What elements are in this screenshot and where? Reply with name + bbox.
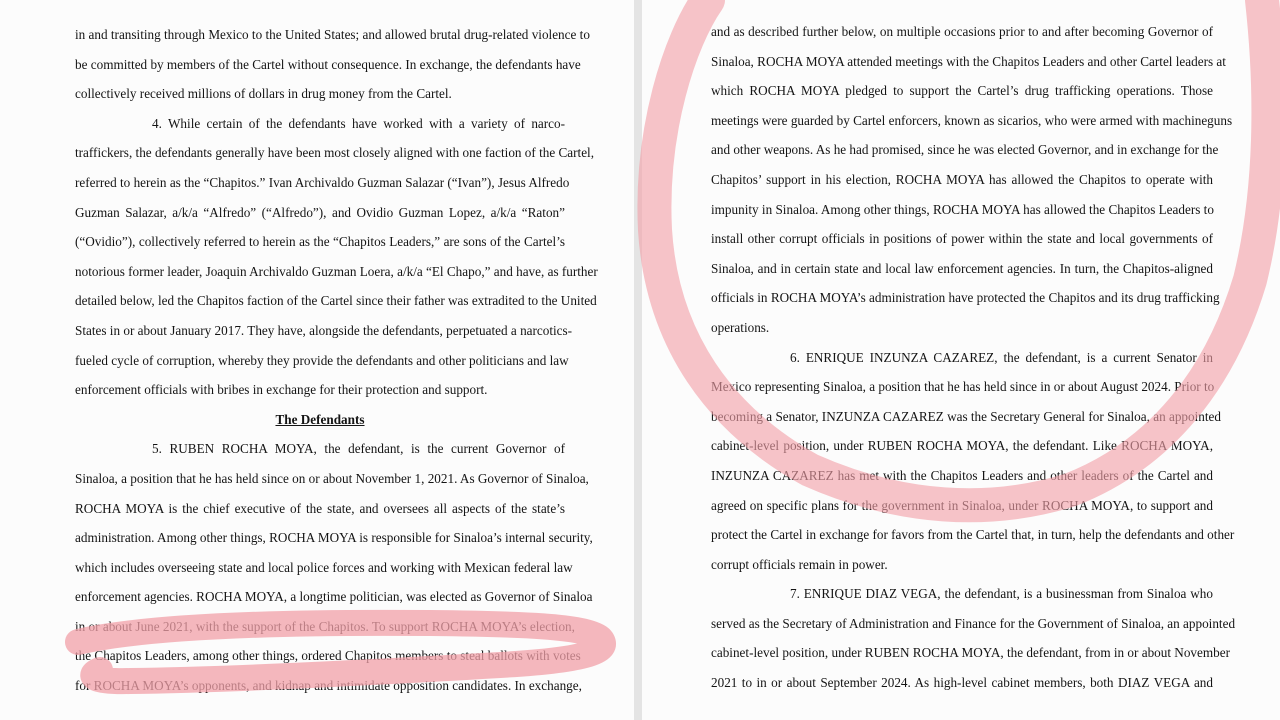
- text-line: Mexico representing Sinaloa, a position that he has held since in or about August 2024. Prior to: [711, 379, 1215, 395]
- text-line: Sinaloa, ROCHA MOYA attended meetings with the Chapitos Leaders and other Cartel leaders at: [711, 53, 1226, 69]
- text-line: be committed by members of the Cartel without consequence. In exchange, the defendants have: [75, 56, 581, 72]
- text-line: ROCHA MOYA is the chief executive of the state, and oversees all aspects of the state’s: [75, 500, 565, 516]
- text-line: protect the Cartel in exchange for favors from the Cartel that, in turn, help the defendants and other: [711, 527, 1235, 543]
- text-line: (“Ovidio”), collectively referred to herein as the “Chapitos Leaders,” are sons of the Cartel’s: [75, 234, 565, 250]
- text-line: 2021 to in or about September 2024. As high-level cabinet members, both DIAZ VEGA and: [711, 675, 1213, 691]
- section-heading: The Defendants: [275, 411, 365, 427]
- text-line: and as described further below, on multiple occasions prior to and after becoming Governor of: [711, 24, 1213, 39]
- text-line: in or about June 2021, with the support of the Chapitos. To support ROCHA MOYA’s election,: [75, 618, 575, 634]
- text-line: which includes overseeing state and local police forces and working with Mexican federal law: [75, 559, 573, 575]
- text-line: collectively received millions of dollars in drug money from the Cartel.: [75, 86, 452, 102]
- text-line: referred to herein as the “Chapitos.” Ivan Archivaldo Guzman Salazar (“Ivan”), Jesus Alfredo: [75, 174, 570, 190]
- text-line: which ROCHA MOYA pledged to support the Cartel’s drug trafficking operations. Those: [711, 83, 1213, 99]
- text-line: administration. Among other things, ROCHA MOYA is responsible for Sinaloa’s internal security,: [75, 530, 593, 546]
- text-line: officials in ROCHA MOYA’s administration have protected the Chapitos and its drug trafficking: [711, 290, 1220, 306]
- text-line: States in or about January 2017. They have, alongside the defendants, perpetuated a narcotics-: [75, 322, 573, 338]
- text-line: enforcement agencies. ROCHA MOYA, a longtime politician, was elected as Governor of Sinaloa: [75, 589, 593, 605]
- text-line: for ROCHA MOYA’s opponents, and kidnap and intimidate opposition candidates. In exchange,: [75, 678, 582, 694]
- text-line: and other weapons. As he had promised, since he was elected Governor, and in exchange for the: [711, 142, 1219, 158]
- text-line: notorious former leader, Joaquin Archivaldo Guzman Loera, a/k/a “El Chapo,” and have, as further: [75, 263, 598, 279]
- text-line: Guzman Salazar, a/k/a “Alfredo” (“Alfredo”), and Ovidio Guzman Lopez, a/k/a “Raton”: [75, 204, 565, 220]
- page-text-right: [711, 17, 1236, 698]
- text-line: fueled cycle of corruption, whereby they provide the defendants and other politicians and law: [75, 352, 569, 368]
- text-line: meetings were guarded by Cartel enforcers, known as sicarios, who were armed with machineguns: [711, 112, 1233, 128]
- paragraph-7-start: 7. ENRIQUE DIAZ VEGA, the defendant, is a businessman from Sinaloa who: [790, 586, 1213, 602]
- text-line: in and transiting through Mexico to the United States; and allowed brutal drug-related violence to: [75, 27, 590, 42]
- paragraph-4-start: 4. While certain of the defendants have worked with a variety of narco-: [152, 115, 565, 131]
- page-text-left: [75, 20, 598, 701]
- text-line: agreed on specific plans for the government in Sinaloa, under ROCHA MOYA, to support and: [711, 497, 1213, 513]
- text-line: the Chapitos Leaders, among other things, ordered Chapitos members to steal ballots with votes: [75, 648, 581, 664]
- text-line: operations.: [711, 319, 770, 335]
- document-page-left: [0, 0, 634, 720]
- document-page-right: [642, 0, 1280, 720]
- text-line: Chapitos’ support in his election, ROCHA MOYA has allowed the Chapitos to operate with: [711, 171, 1213, 187]
- text-line: Sinaloa, and in certain state and local law enforcement agencies. In turn, the Chapitos-aligned: [711, 260, 1213, 276]
- text-line: impunity in Sinaloa. Among other things, ROCHA MOYA has allowed the Chapitos Leaders to: [711, 201, 1214, 217]
- text-line: served as the Secretary of Administration and Finance for the Government of Sinaloa, an appointed: [711, 615, 1236, 631]
- text-line: enforcement officials with bribes in exchange for their protection and support.: [75, 382, 488, 398]
- text-line: cabinet-level position, under RUBEN ROCHA MOYA, the defendant, from in or about November: [711, 645, 1230, 661]
- text-line: cabinet-level position, under RUBEN ROCHA MOYA, the defendant. Like ROCHA MOYA,: [711, 438, 1213, 454]
- text-line: Sinaloa, a position that he has held since on or about November 1, 2021. As Governor of Sinaloa,: [75, 470, 589, 486]
- text-line: corrupt officials remain in power.: [711, 556, 888, 572]
- text-line: INZUNZA CAZAREZ has met with the Chapitos Leaders and other leaders of the Cartel and: [711, 467, 1213, 483]
- text-line: install other corrupt officials in positions of power within the state and local governments of: [711, 231, 1213, 247]
- text-line: traffickers, the defendants generally have been most closely aligned with one faction of the Cartel,: [75, 145, 595, 161]
- paragraph-5-start: 5. RUBEN ROCHA MOYA, the defendant, is the current Governor of: [152, 441, 565, 457]
- paragraph-6-start: 6. ENRIQUE INZUNZA CAZAREZ, the defendant, is a current Senator in: [790, 349, 1213, 365]
- text-line: becoming a Senator, INZUNZA CAZAREZ was the Secretary General for Sinaloa, an appointed: [711, 408, 1221, 424]
- text-line: detailed below, led the Chapitos faction of the Cartel since their father was extradited to the United: [75, 293, 597, 309]
